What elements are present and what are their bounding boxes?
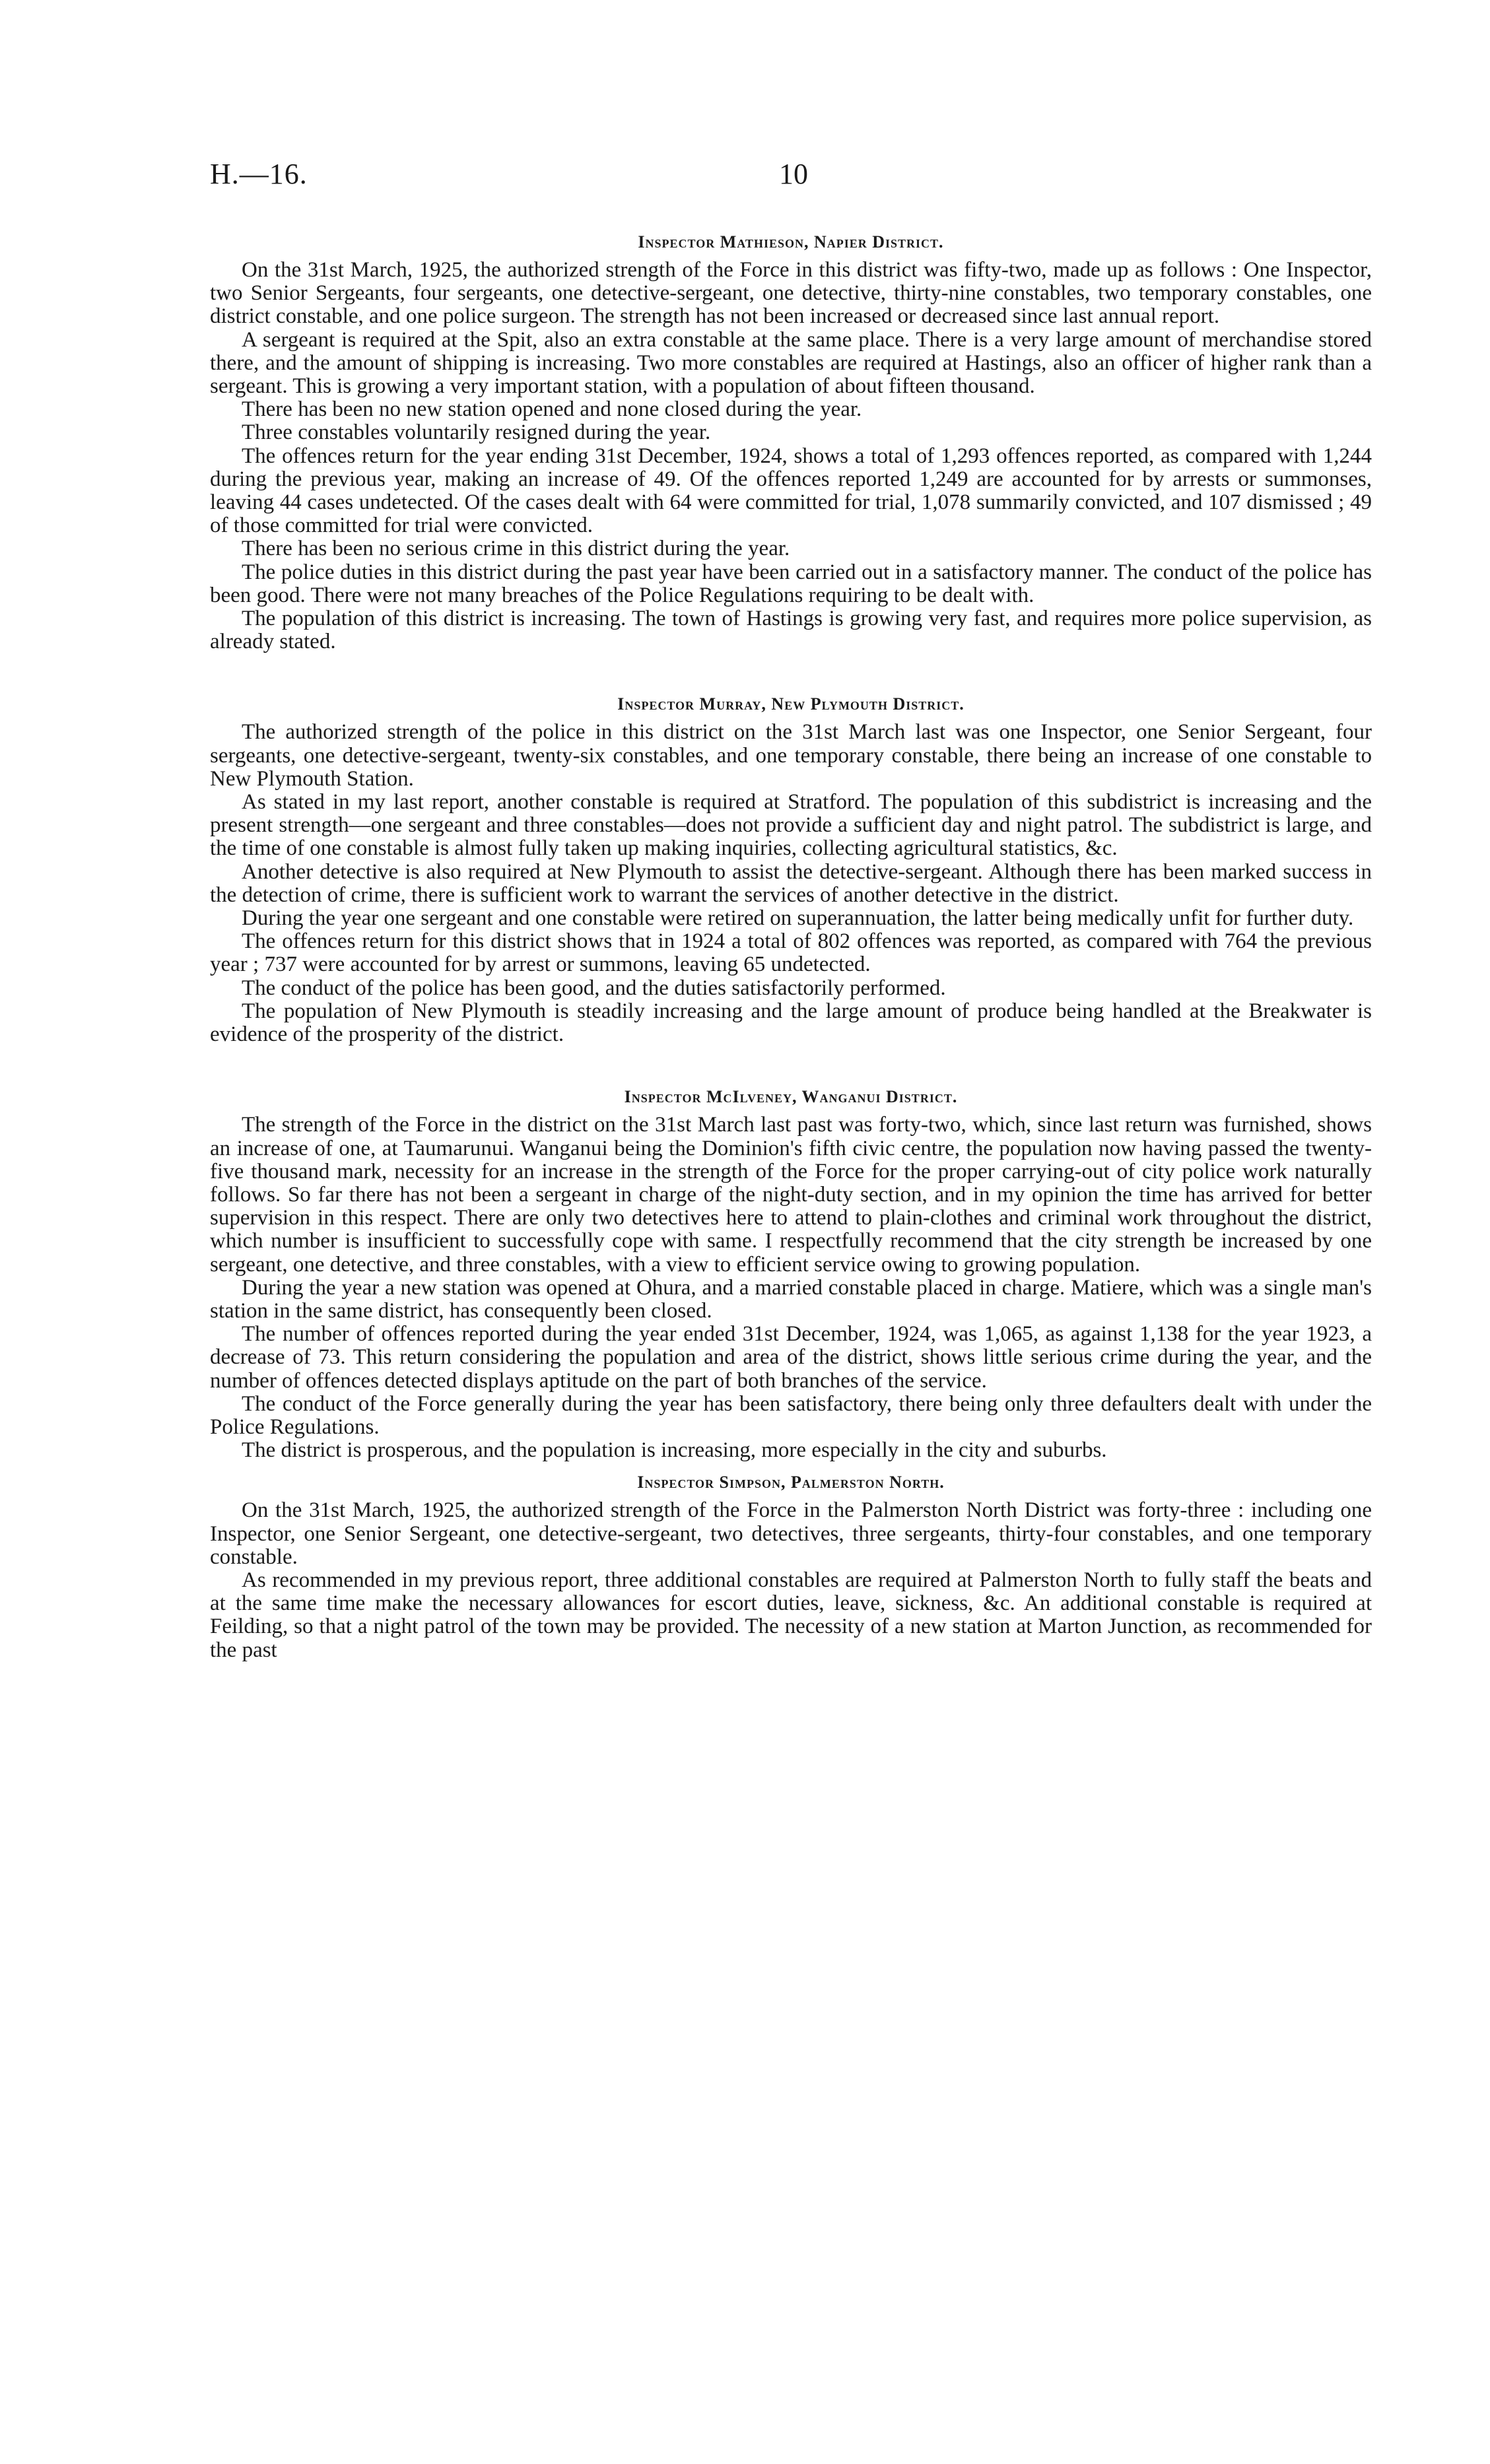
paragraph: The population of New Plymouth is steadily increasing and the large amount of produce being handled at the Breakwater is evidence of the prosperity of the district.: [210, 999, 1372, 1047]
section-napier-district: [210, 230, 1372, 653]
paragraph: Three constables voluntarily resigned during the year.: [242, 420, 711, 445]
paragraph: Another detective is also required at New Plymouth to assist the detective-sergeant. Although there has been marked success in the detection of crime, there is sufficient work to warrant the services of another detective in the district.: [210, 859, 1372, 907]
paragraph: The police duties in this district during the past year have been carried out in a satisfactory manner. The conduct of the police has been good. There were not many breaches of the Police Regulations requiring to be dealt with.: [210, 560, 1372, 607]
paragraph: The number of offences reported during the year ended 31st December, 1924, was 1,065, as against 1,138 for the year 1923, a decrease of 73. This return considering the population and area of the district, shows little serious crime during the year, and the number of offences detected displays aptitude on the part of both branches of the service.: [210, 1322, 1372, 1393]
paragraph: A sergeant is required at the Spit, also an extra constable at the same place. There is a very large amount of merchandise stored there, and the amount of shipping is increasing. Two more constables are required at Hastings, also an officer of higher rank than a sergeant. This is growing a very important station, with a population of about fifteen thousand.: [210, 327, 1372, 399]
section-heading: Inspector McIlveney, Wanganui District.: [624, 1087, 958, 1107]
paragraph: On the 31st March, 1925, the authorized strength of the Force in this district was fifty-two, made up as follows : One Inspector, two Senior Sergeants, four sergeants, one detective-sergeant, one detective, thirty-nine constables, two temporary constables, one district constable, and one police surgeon. The strength has not been increased or decreased since last annual report.: [210, 258, 1372, 329]
section-wanganui-district: [210, 1084, 1372, 1462]
paragraph: The conduct of the Force generally during the year has been satisfactory, there being only three defaulters dealt with under the Police Regulations.: [210, 1391, 1372, 1439]
paragraph: The offences return for the year ending 31st December, 1924, shows a total of 1,293 offences reported, as compared with 1,244 during the previous year, making an increase of 49. Of the offences reported 1,249 are accounted for by arrests or summonses, leaving 44 cases undetected. Of the cases dealt with 64 were committed for trial, 1,078 summarily convicted, and 107 dismissed ; 49 of those committed for trial were convicted.: [210, 444, 1372, 538]
paragraph: The district is prosperous, and the population is increasing, more especially in the city and suburbs.: [242, 1438, 1107, 1463]
section-heading: Inspector Simpson, Palmerston North.: [637, 1473, 945, 1492]
section-new-plymouth-district: [210, 692, 1372, 1046]
document-reference: H.—16.: [210, 158, 308, 190]
paragraph: There has been no new station opened and none closed during the year.: [242, 397, 862, 422]
page-header: [210, 157, 1372, 197]
paragraph: The offences return for this district shows that in 1924 a total of 802 offences was reported, as compared with 764 the previous year ; 737 were accounted for by arrest or summons, leaving 65 undetected.: [210, 929, 1372, 977]
paragraph: The conduct of the police has been good, and the duties satisfactorily performed.: [242, 976, 946, 1000]
paragraph: The authorized strength of the police in this district on the 31st March last was one Inspector, one Senior Sergeant, four sergeants, one detective-sergeant, twenty-six constables, and one temporary constable, there being an increase of one constable to New Plymouth Station.: [210, 720, 1372, 791]
page-number: 10: [779, 158, 808, 190]
paragraph: The strength of the Force in the district on the 31st March last past was forty-two, which, since last return was furnished, shows an increase of one, at Taumarunui. Wanganui being the Dominion's fifth civic centre, the population now having passed the twenty-five thousand mark, necessity for an increase in the strength of the Force for the proper carrying-out of city police work naturally follows. So far there has not been a sergeant in charge of the night-duty section, and in my opinion the time has arrived for better supervision in this respect. There are only two detectives here to attend to plain-clothes and criminal work throughout the district, which number is insufficient to successfully cope with same. I respectfully recommend that the city strength be increased by one sergeant, one detective, and three constables, with a view to efficient service owing to growing population.: [210, 1113, 1372, 1277]
paragraph: As stated in my last report, another constable is required at Stratford. The population of this subdistrict is increasing and the present strength—one sergeant and three constables—does not provide a sufficient day and night patrol. The subdistrict is large, and the time of one constable is almost fully taken up making inquiries, collecting agricultural statistics, &c.: [210, 790, 1372, 861]
section-heading: Inspector Murray, New Plymouth District.: [617, 694, 965, 714]
page-body: [210, 230, 1372, 1662]
paragraph: The population of this district is increasing. The town of Hastings is growing very fast, and requires more police supervision, as already stated.: [210, 607, 1372, 654]
section-heading: Inspector Mathieson, Napier District.: [638, 232, 944, 251]
paragraph: As recommended in my previous report, three additional constables are required at Palmerston North to fully staff the beats and at the same time make the necessary allowances for escort duties, leave, sickness, &c. An additional constable is required at Feilding, so that a night patrol of the town may be provided. The necessity of a new station at Marton Junction, as recommended for the past: [210, 1568, 1372, 1662]
paragraph: During the year one sergeant and one constable were retired on superannuation, the latter being medically unfit for further duty.: [242, 906, 1354, 931]
section-palmerston-north: [210, 1470, 1372, 1661]
paragraph: There has been no serious crime in this district during the year.: [242, 537, 790, 561]
paragraph: On the 31st March, 1925, the authorized strength of the Force in the Palmerston North District was forty-three : including one Inspector, one Senior Sergeant, one detective-sergeant, two detectives, three sergeants, thirty-four constables, and one temporary constable.: [210, 1498, 1372, 1569]
paragraph: During the year a new station was opened at Ohura, and a married constable placed in charge. Matiere, which was a single man's station in the same district, has consequently been closed.: [210, 1275, 1372, 1323]
